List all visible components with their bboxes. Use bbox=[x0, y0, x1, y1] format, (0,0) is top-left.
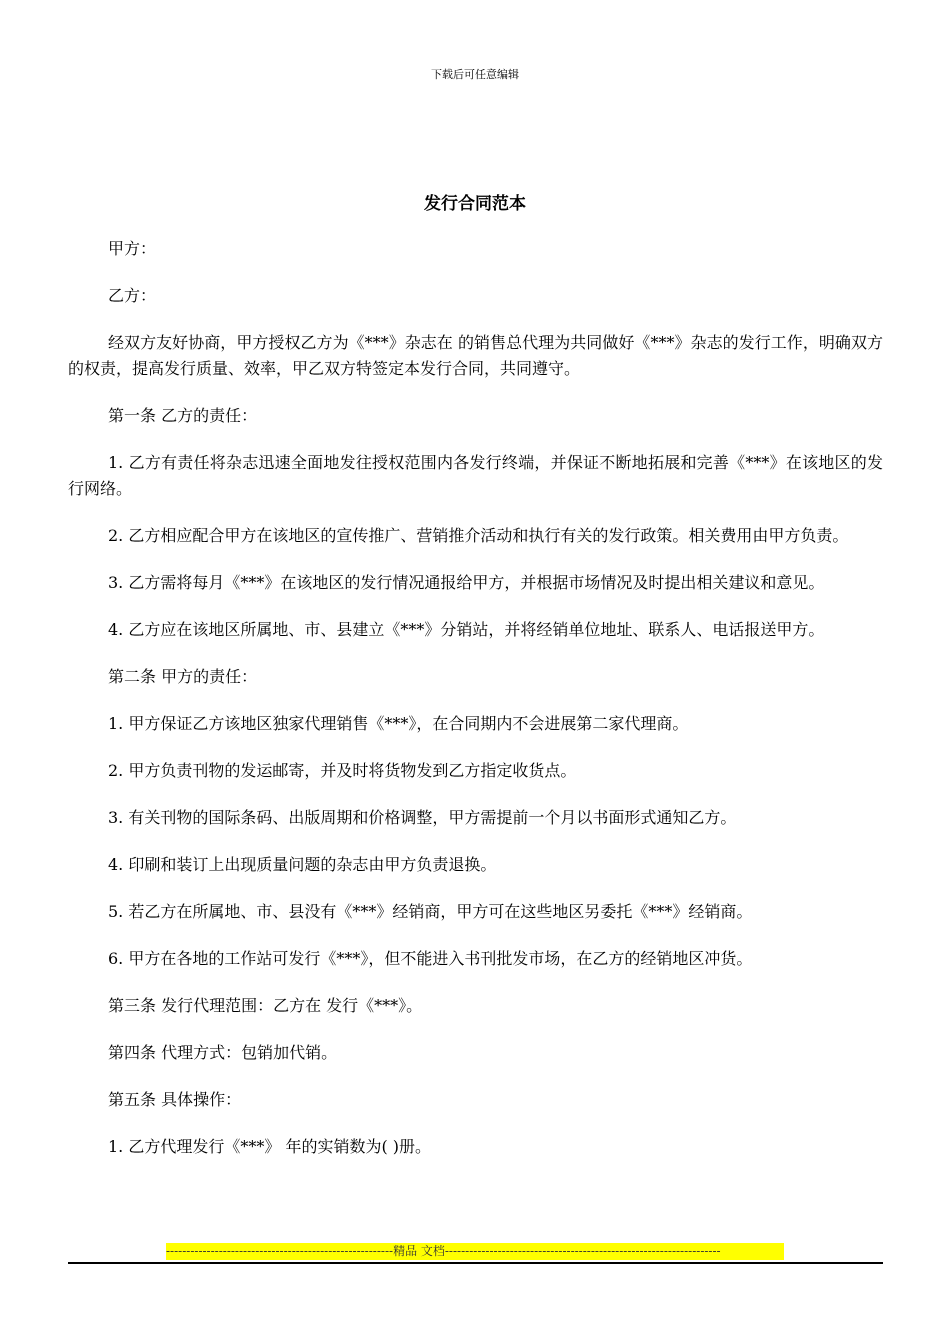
article-3-line: 第三条 发行代理范围：乙方在 发行《***》。 bbox=[108, 996, 423, 1015]
article-1-item-1: 1. 乙方有责任将杂志迅速全面地发往授权范围内各发行终端，并保证不断地拓展和完善《***》在该地区的发行网络。 bbox=[68, 453, 883, 498]
article-5-item-1: 1. 乙方代理发行《***》 年的实销数为( )册。 bbox=[108, 1137, 432, 1156]
article-2-item-5: 5. 若乙方在所属地、市、县没有《***》经销商，甲方可在这些地区另委托《***》经销商。 bbox=[108, 902, 753, 921]
document-title: 发行合同范本 bbox=[424, 194, 526, 214]
article-4-line: 第四条 代理方式：包销加代销。 bbox=[108, 1043, 338, 1062]
page-header: 下载后可任意编辑 bbox=[431, 68, 519, 81]
party-b-line: 乙方： bbox=[108, 286, 157, 305]
document-body bbox=[68, 236, 883, 1181]
article-2-item-3: 3. 有关刊物的国际条码、出版周期和价格调整，甲方需提前一个月以书面形式通知乙方。 bbox=[108, 808, 737, 827]
article-1-item-4: 4. 乙方应在该地区所属地、市、县建立《***》分销站，并将经销单位地址、联系人、电话报送甲方。 bbox=[108, 620, 825, 639]
article-1-heading: 第一条 乙方的责任： bbox=[108, 406, 258, 425]
article-2-item-2: 2. 甲方负责刊物的发运邮寄，并及时将货物发到乙方指定收货点。 bbox=[108, 761, 577, 780]
article-2-item-1: 1. 甲方保证乙方该地区独家代理销售《***》，在合同期内不会进展第二家代理商。 bbox=[108, 714, 689, 733]
article-2-item-6: 6. 甲方在各地的工作站可发行《***》，但不能进入书刊批发市场，在乙方的经销地区冲货。 bbox=[108, 949, 753, 968]
article-1-item-3: 3. 乙方需将每月《***》在该地区的发行情况通报给甲方，并根据市场情况及时提出相关建议和意见。 bbox=[108, 573, 825, 592]
preamble-paragraph: 经双方友好协商，甲方授权乙方为《***》杂志在 的销售总代理为共同做好《***》杂志的发行工作，明确双方的权责，提高发行质量、效率，甲乙双方特签定本发行合同，共同遵守。 bbox=[68, 333, 883, 378]
article-2-item-4: 4. 印刷和装订上出现质量问题的杂志由甲方负责退换。 bbox=[108, 855, 497, 874]
article-5-heading: 第五条 具体操作： bbox=[108, 1090, 242, 1109]
party-a-line: 甲方： bbox=[108, 239, 157, 258]
footer-rule bbox=[68, 1262, 883, 1264]
footer-watermark: --------------------------------------------------------精品 文档-------------------------------------------------------------------- bbox=[166, 1243, 784, 1260]
article-1-item-2: 2. 乙方相应配合甲方在该地区的宣传推广、营销推介活动和执行有关的发行政策。相关费用由甲方负责。 bbox=[108, 526, 849, 545]
article-2-heading: 第二条 甲方的责任： bbox=[108, 667, 258, 686]
